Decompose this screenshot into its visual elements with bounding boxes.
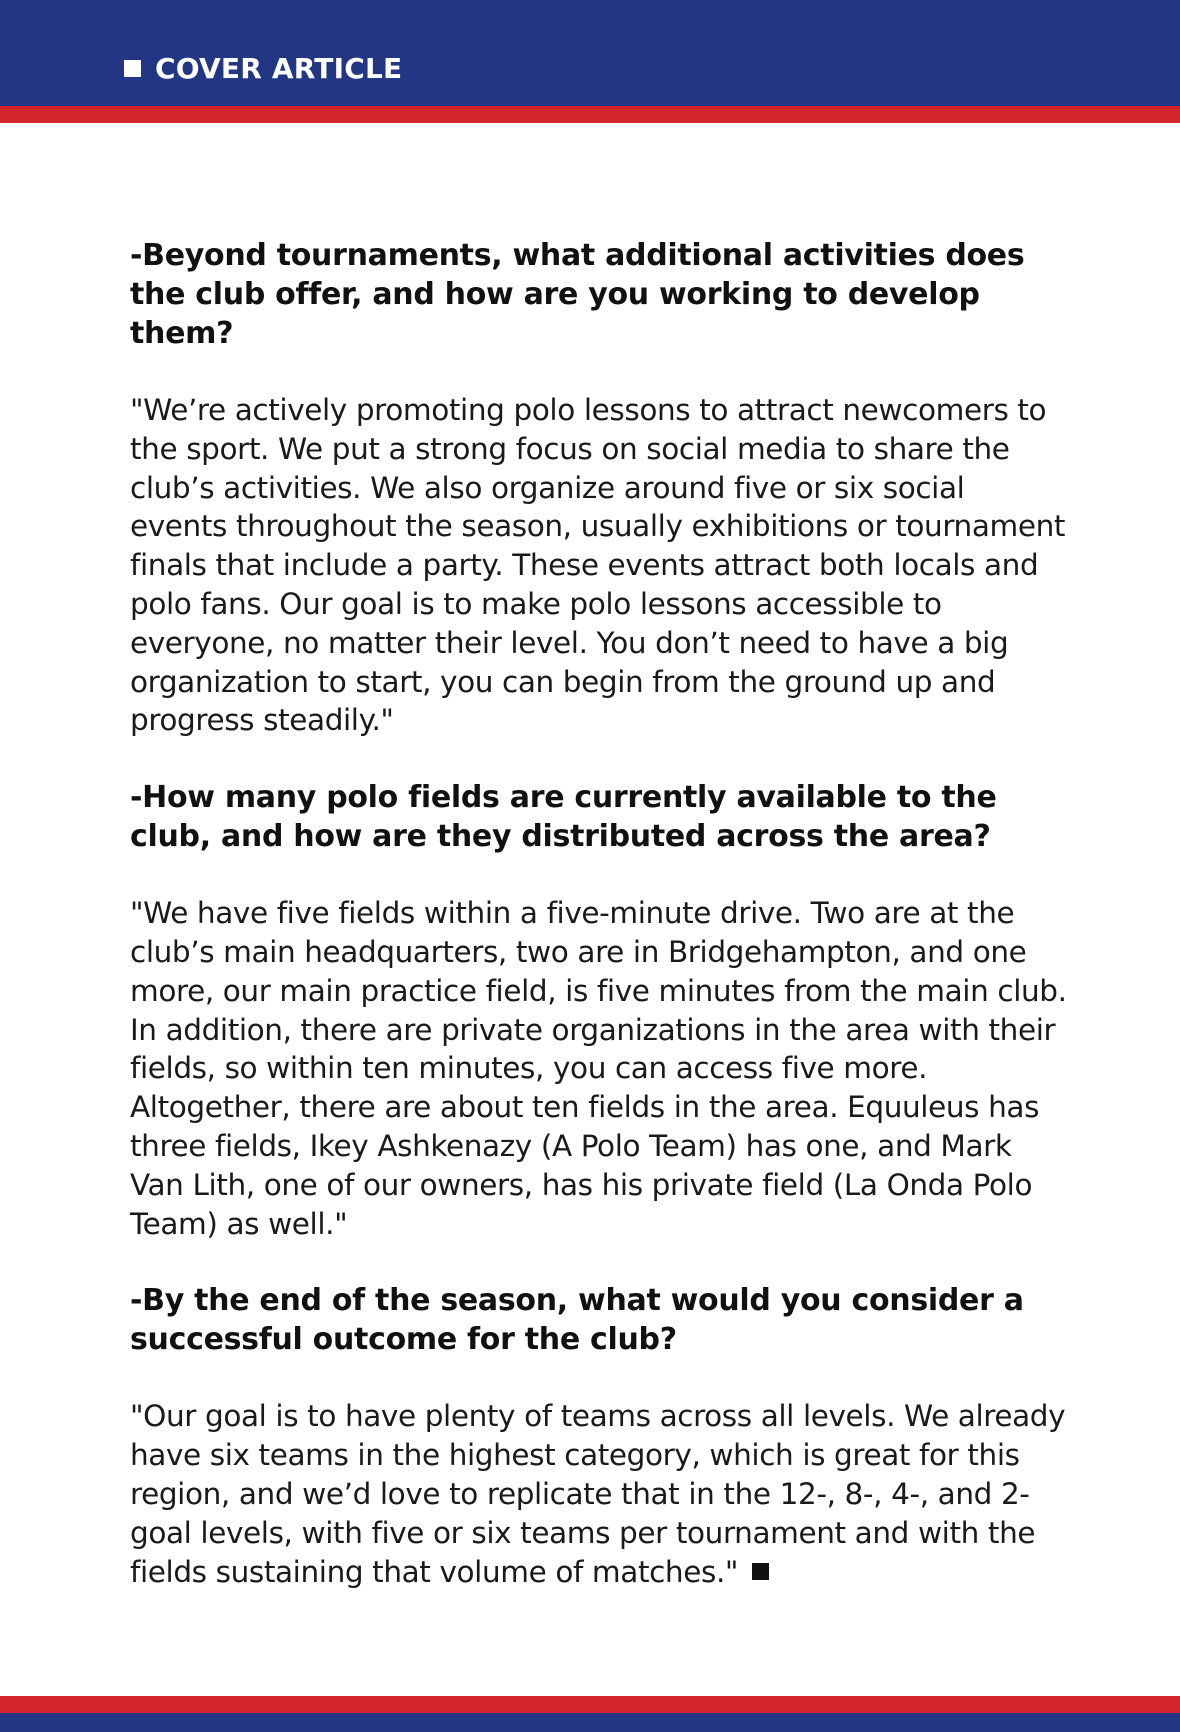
- square-bullet-icon: [124, 60, 141, 77]
- header-stripe: [0, 106, 1180, 123]
- section-label: [124, 52, 402, 85]
- answer-with-end-mark: [130, 1397, 1070, 1591]
- question: -Beyond tournaments, what additional activities does the club offer, and how are you working to develop them?: [130, 238, 1025, 351]
- question: -By the end of the season, what would you consider a successful outcome for the club?: [130, 1283, 1024, 1358]
- qa-block: [130, 1281, 1070, 1591]
- qa-block: [130, 778, 1070, 1243]
- answer: "We have five fields within a five-minute drive. Two are at the club’s main headquarters, two are in Bridgehampton, and one more, our main practice field, is five minutes from the main club. In addition, there are private organizations in the area with their fields, so within ten minutes, you can access five more. Altogether, there are about ten fields in the area. Equuleus has three fields, Ikey Ashkenazy (A Polo Team) has one, and Mark Van Lith, one of our owners, has his private field (La Onda Polo Team) as well.": [130, 896, 1067, 1241]
- answer: "Our goal is to have plenty of teams across all levels. We already have six teams in the highest category, which is great for this region, and we’d love to replicate that in the 12-, 8-, 4-, and 2-goal levels, with five or six teams per tournament and with the fields sustaining that volume of matches.": [130, 1399, 1066, 1589]
- footer-stripe: [0, 1696, 1180, 1713]
- footer-band: [0, 1713, 1180, 1732]
- article-body: [130, 236, 1070, 1591]
- end-of-article-icon: [752, 1563, 769, 1580]
- question: -How many polo fields are currently available to the club, and how are they distributed across the area?: [130, 780, 997, 855]
- answer: "We’re actively promoting polo lessons to attract newcomers to the sport. We put a strong focus on social media to share the club’s activities. We also organize around five or six social events throughout the season, usually exhibitions or tournament finals that include a party. These events attract both locals and polo fans. Our goal is to make polo lessons accessible to everyone, no matter their level. You don’t need to have a big organization to start, you can begin from the ground up and progress steadily.": [130, 393, 1066, 738]
- qa-block: [130, 236, 1070, 740]
- section-label-text: COVER ARTICLE: [155, 52, 403, 85]
